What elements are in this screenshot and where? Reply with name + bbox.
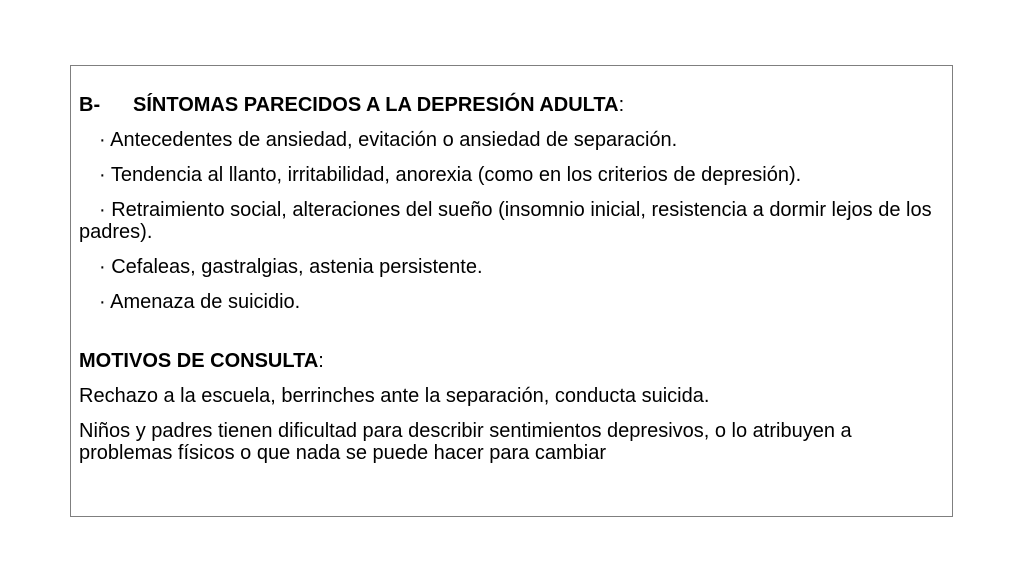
symptom-bullet-2: · Tendencia al llanto, irritabilidad, anorexia (como en los criterios de depresión). (99, 164, 802, 186)
section-b-heading (79, 94, 942, 116)
symptom-bullet-5: · Amenaza de suicidio. (99, 291, 301, 313)
motivos-paragraph-2: Niños y padres tienen dificultad para describir sentimientos depresivos, o lo atribuyen a problemas físicos o que nada se puede hacer para cambiar (79, 420, 852, 464)
symptom-bullet-1: · Antecedentes de ansiedad, evitación o ansiedad de separación. (99, 129, 678, 151)
motivos-title: MOTIVOS DE CONSULTA (79, 350, 319, 372)
motivos-paragraph-1: Rechazo a la escuela, berrinches ante la separación, conducta suicida. (79, 385, 710, 407)
section-b-prefix: B- (79, 94, 101, 116)
section-b-title: SÍNTOMAS PARECIDOS A LA DEPRESIÓN ADULTA (133, 94, 619, 116)
section-b-title-suffix: : (618, 94, 625, 116)
content-text-box (70, 65, 953, 517)
motivos-heading (79, 350, 942, 372)
motivos-title-suffix: : (318, 350, 324, 372)
symptom-bullet-3: · Retraimiento social, alteraciones del sueño (insomnio inicial, resistencia a dormir lejos de los padres). (79, 199, 932, 243)
symptom-bullet-4: · Cefaleas, gastralgias, astenia persistente. (99, 256, 483, 278)
